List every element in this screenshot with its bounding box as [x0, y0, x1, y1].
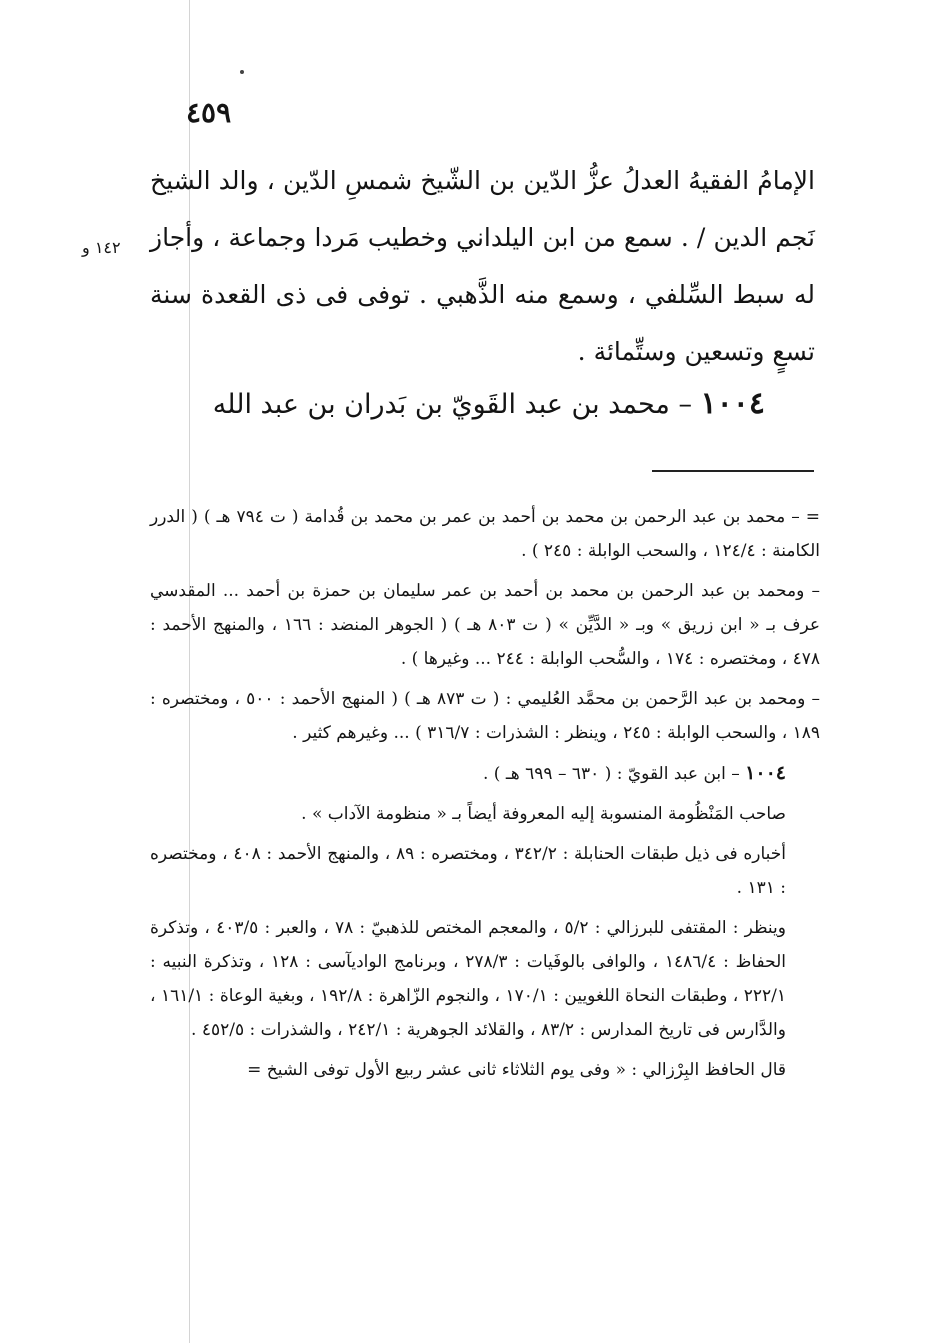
main-paragraph: الإمامُ الفقيهُ العدلُ عزُّ الدّين بن الشّيخ شمسِ الدّين ، والد الشيخ نَجم الدين / . سمع من ابن اليلداني وخطيب مَردا وجماعة ، وأجاز له سبط السِّلفي ، وسمع منه الذَّهبي . توفى فى ذى القعدة سنة تسعٍ وتسعين وستِّمائة .: [150, 166, 815, 366]
footnote-paragraph: – ومحمد بن عبد الرحمن بن محمد بن أحمد بن عمر سليمان بن حمزة بن أحمد ... المقدسي عرف بـ « ابن زريق » وبـ « الدَّيِّن » ( ت ٨٠٣ هـ ) ( الجوهر المنضد : ١٦٦ ، والمنهج الأحمد : ٤٧٨ ، ومختصره : ١٧٤ ، والسُّحب الوابلة : ٢٤٤ ... وغيرها ) .: [150, 581, 821, 669]
entry-name: محمد بن عبد القَويّ بن بَدران بن عبد الله: [212, 389, 670, 420]
footnote-paragraph: أخباره فى ذيل طبقات الحنابلة : ٣٤٢/٢ ، ومختصره : ٨٩ ، والمنهج الأحمد : ٤٠٨ ، ومختصره : ١٣١ .: [150, 844, 786, 898]
footnote-separator: [652, 470, 814, 472]
footnote-paragraph: قال الحافظ البِرْزالي : « وفى يوم الثلاثاء ثانى عشر ربيع الأول توفى الشيخ =: [247, 1060, 786, 1080]
footnote-paragraph: صاحب المَنْظُومة المنسوبة إليه المعروفة أيضاً بـ « منظومة الآداب » .: [301, 804, 786, 824]
footnotes-block: [150, 500, 820, 1093]
main-text-block: [150, 152, 815, 380]
entry-dash: –: [678, 389, 692, 420]
footnote-entry: [150, 756, 820, 791]
footnote-paragraph: = – محمد بن عبد الرحمن بن محمد بن أحمد بن عمر بن محمد بن قُدامة ( ت ٧٩٤ هـ ) ( الدرر الكامنة : ١٢٤/٤ ، والسحب الوابلة : ٢٤٥ ) .: [150, 507, 820, 561]
page-number: ٤٥٩: [186, 96, 232, 129]
entry-number: ١٠٠٤: [700, 386, 765, 421]
footnote-entry-text: – ابن عبد القويّ : ( ٦٣٠ – ٦٩٩ هـ ) .: [482, 764, 740, 784]
entry-heading: [140, 382, 765, 427]
scan-speck: [240, 70, 244, 74]
footnote-number: ١٠٠٤: [745, 762, 786, 784]
footnote-paragraph: وينظر : المقتفى للبرزالي : ٥/٢ ، والمعجم المختص للذهبيّ : ٧٨ ، والعبر : ٤٠٣/٥ ، وتذكرة الحفاظ : ١٤٨٦/٤ ، والوافى بالوفَيات : ٢٧٨/٣ ، وبرنامج الواديآسى : ١٢٨ ، وتذكرة النبيه : ٢٢٢/١ ، وطبقات النحاة اللغويين : ١٧٠/١ ، والنجوم الزّاهرة : ١٩٢/٨ ، وبغية الوعاة : ١٦١/١ ، والدَّارس فى تاريخ المدارس : ٨٣/٢ ، والقلائد الجوهرية : ٢٤٢/١ ، والشذرات : ٤٥٢/٥ .: [150, 918, 787, 1040]
margin-folio-note: ١٤٢ و: [82, 238, 121, 257]
footnote-paragraph: – ومحمد بن عبد الرَّحمن بن محمَّد العُليمي : ( ت ٨٧٣ هـ ) ( المنهج الأحمد : ٥٠٠ ، ومختصره : ١٨٩ ، والسحب الوابلة : ٢٤٥ ، وينظر : الشذرات : ٣١٦/٧ ) ... وغيرهم كثير .: [150, 689, 820, 743]
